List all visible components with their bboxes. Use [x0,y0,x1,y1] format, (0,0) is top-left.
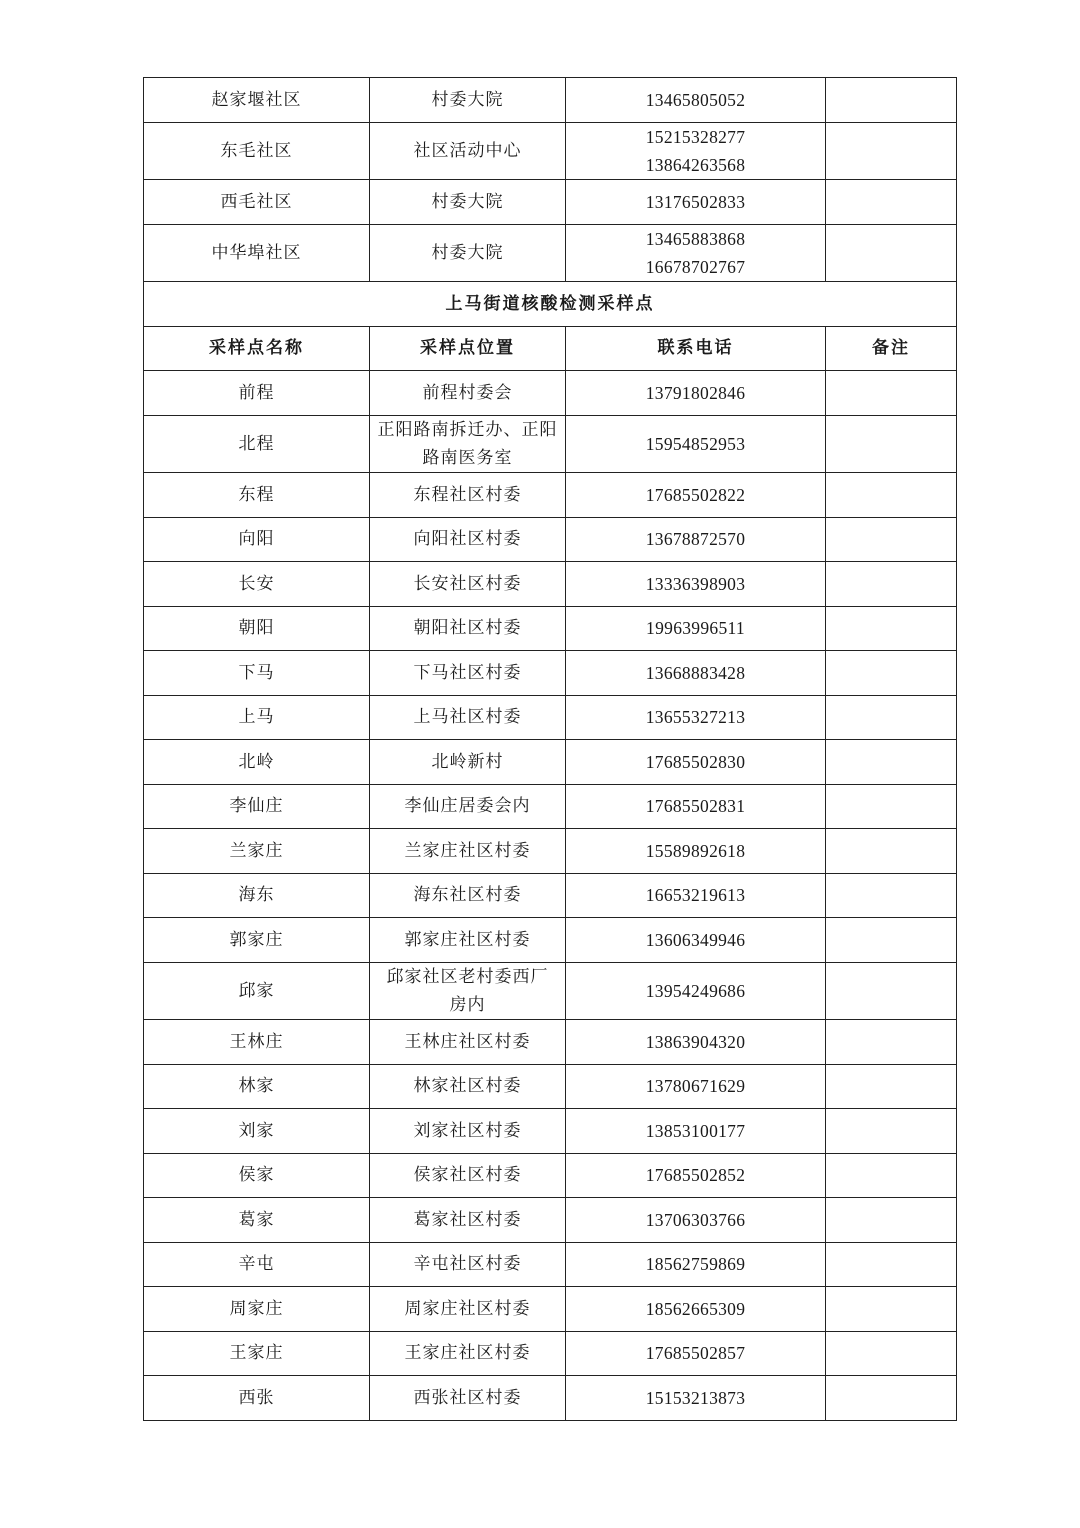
site-location-cell [370,1331,566,1376]
site-location-line: 刘家社区村委 [413,1120,522,1141]
column-header-location: 采样点位置 [370,326,566,371]
phone-cell: 13606349946 [566,918,826,963]
column-header-name: 采样点名称 [144,326,370,371]
table-row [144,695,957,740]
note-cell [826,180,957,225]
phone-cell: 19963996511 [566,606,826,651]
table-row [144,918,957,963]
site-location-line: 东程社区村委 [413,484,522,505]
site-location-cell [370,1376,566,1421]
site-location-line: 王家庄社区村委 [404,1343,531,1364]
site-location-cell [370,1242,566,1287]
table-row [144,562,957,607]
site-location-line: 郭家庄社区村委 [404,929,531,950]
table-row [144,122,957,180]
site-location-cell [370,1198,566,1243]
note-cell [826,1109,957,1154]
phone-number: 13465805052 [645,89,746,110]
section-title-row [144,282,957,327]
phone-cell [566,180,826,225]
section-title: 上马街道核酸检测采样点 [144,282,957,327]
site-name-cell: 东程 [144,473,370,518]
site-location-cell [370,829,566,874]
phone-cell [566,122,826,180]
site-location-line: 向阳社区村委 [413,529,522,550]
note-cell [826,695,957,740]
table-row [144,1198,957,1243]
site-location-cell [370,1020,566,1065]
table-row [144,784,957,829]
site-location-line: 李仙庄居委会内 [404,796,531,817]
site-location-cell: 村委大院 [370,224,566,282]
phone-cell: 17685502852 [566,1153,826,1198]
site-location-cell [370,606,566,651]
site-name-cell: 朝阳 [144,606,370,651]
note-cell [826,918,957,963]
site-location-line: 王林庄社区村委 [404,1031,531,1052]
site-name-cell: 东毛社区 [144,122,370,180]
site-location-line: 上马社区村委 [413,707,522,728]
site-name-cell: 赵家堰社区 [144,78,370,123]
phone-cell: 15954852953 [566,415,826,473]
note-cell [826,873,957,918]
table-row [144,1242,957,1287]
site-location-line: 周家庄社区村委 [404,1298,531,1319]
note-cell [826,1153,957,1198]
site-location-line: 长安社区村委 [413,573,522,594]
site-location-line: 西张社区村委 [413,1387,522,1408]
site-name-cell: 葛家 [144,1198,370,1243]
note-cell [826,1331,957,1376]
site-location-cell [370,873,566,918]
table-row [144,873,957,918]
phone-cell: 17685502830 [566,740,826,785]
site-name-cell: 向阳 [144,517,370,562]
note-cell [826,1287,957,1332]
site-location-line: 邱家社区老村委西厂 [386,966,549,987]
phone-cell: 13863904320 [566,1020,826,1065]
site-location-line: 北岭新村 [431,751,504,772]
note-cell [826,1376,957,1421]
site-name-cell: 王林庄 [144,1020,370,1065]
site-location-cell [370,918,566,963]
table-row [144,1153,957,1198]
note-cell [826,1198,957,1243]
site-location-cell: 村委大院 [370,180,566,225]
phone-cell: 13791802846 [566,371,826,416]
table-row [144,606,957,651]
site-location-line: 路南医务室 [422,447,513,468]
site-name-cell: 辛屯 [144,1242,370,1287]
note-cell [826,122,957,180]
site-name-cell: 郭家庄 [144,918,370,963]
note-cell [826,784,957,829]
phone-cell: 17685502857 [566,1331,826,1376]
phone-cell: 13678872570 [566,517,826,562]
phone-cell: 15153213873 [566,1376,826,1421]
note-cell [826,1242,957,1287]
note-cell [826,1064,957,1109]
table-row [144,740,957,785]
phone-cell: 17685502831 [566,784,826,829]
column-header-note: 备注 [826,326,957,371]
table-row [144,473,957,518]
phone-cell: 13954249686 [566,962,826,1020]
sampling-sites-table [143,77,957,1421]
note-cell [826,606,957,651]
table-row [144,1020,957,1065]
site-location-cell [370,784,566,829]
site-location-cell [370,1153,566,1198]
phone-cell: 13780671629 [566,1064,826,1109]
site-location-line: 下马社区村委 [413,662,522,683]
table-row [144,371,957,416]
site-name-cell: 王家庄 [144,1331,370,1376]
site-location-cell [370,562,566,607]
note-cell [826,517,957,562]
phone-cell [566,78,826,123]
site-location-cell [370,415,566,473]
phone-cell: 13336398903 [566,562,826,607]
phone-number: 13176502833 [645,191,746,212]
site-name-cell: 西张 [144,1376,370,1421]
note-cell [826,962,957,1020]
site-location-cell [370,962,566,1020]
table-row [144,1064,957,1109]
phone-cell: 13853100177 [566,1109,826,1154]
site-name-cell: 西毛社区 [144,180,370,225]
site-location-cell: 村委大院 [370,78,566,123]
site-name-cell: 林家 [144,1064,370,1109]
site-name-cell: 海东 [144,873,370,918]
site-location-cell [370,517,566,562]
phone-number: 13864263568 [645,154,746,175]
phone-cell: 16653219613 [566,873,826,918]
site-name-cell: 李仙庄 [144,784,370,829]
site-name-cell: 邱家 [144,962,370,1020]
site-location-cell [370,1064,566,1109]
site-location-cell [370,740,566,785]
note-cell [826,651,957,696]
table-header-row [144,326,957,371]
table-row [144,224,957,282]
note-cell [826,224,957,282]
table-row [144,517,957,562]
note-cell [826,1020,957,1065]
table-row [144,180,957,225]
table-row [144,829,957,874]
site-location-line: 前程村委会 [422,382,513,403]
site-name-cell: 北程 [144,415,370,473]
phone-cell: 15589892618 [566,829,826,874]
table-row [144,651,957,696]
phone-cell: 18562665309 [566,1287,826,1332]
phone-number: 16678702767 [645,256,746,277]
site-name-cell: 北岭 [144,740,370,785]
phone-cell: 13668883428 [566,651,826,696]
site-name-cell: 刘家 [144,1109,370,1154]
note-cell [826,740,957,785]
phone-number: 15215328277 [645,126,746,147]
site-location-line: 朝阳社区村委 [413,618,522,639]
table-row [144,1109,957,1154]
site-name-cell: 中华埠社区 [144,224,370,282]
site-name-cell: 前程 [144,371,370,416]
note-cell [826,78,957,123]
site-location-cell [370,1109,566,1154]
note-cell [826,415,957,473]
phone-cell: 17685502822 [566,473,826,518]
site-location-line: 葛家社区村委 [413,1209,522,1230]
phone-cell: 13655327213 [566,695,826,740]
table-row [144,1287,957,1332]
site-location-cell [370,1287,566,1332]
note-cell [826,473,957,518]
table-row [144,1331,957,1376]
site-location-cell [370,473,566,518]
phone-number: 13465883868 [645,228,746,249]
table-row [144,962,957,1020]
site-name-cell: 侯家 [144,1153,370,1198]
table-row [144,78,957,123]
site-location-line: 辛屯社区村委 [413,1254,522,1275]
site-location-cell [370,371,566,416]
note-cell [826,562,957,607]
site-location-line: 兰家庄社区村委 [404,840,531,861]
phone-cell [566,224,826,282]
site-name-cell: 上马 [144,695,370,740]
table-row [144,415,957,473]
site-name-cell: 下马 [144,651,370,696]
site-location-line: 侯家社区村委 [413,1165,522,1186]
site-location-line: 房内 [449,994,486,1015]
phone-cell: 18562759869 [566,1242,826,1287]
site-location-line: 林家社区村委 [413,1076,522,1097]
phone-cell: 13706303766 [566,1198,826,1243]
column-header-phone: 联系电话 [566,326,826,371]
site-location-cell: 社区活动中心 [370,122,566,180]
site-location-cell [370,651,566,696]
site-name-cell: 周家庄 [144,1287,370,1332]
note-cell [826,371,957,416]
site-location-line: 正阳路南拆迁办、正阳 [377,419,558,440]
table-row [144,1376,957,1421]
site-location-line: 海东社区村委 [413,885,522,906]
document-page [143,77,956,1421]
site-name-cell: 兰家庄 [144,829,370,874]
site-location-cell [370,695,566,740]
note-cell [826,829,957,874]
site-name-cell: 长安 [144,562,370,607]
